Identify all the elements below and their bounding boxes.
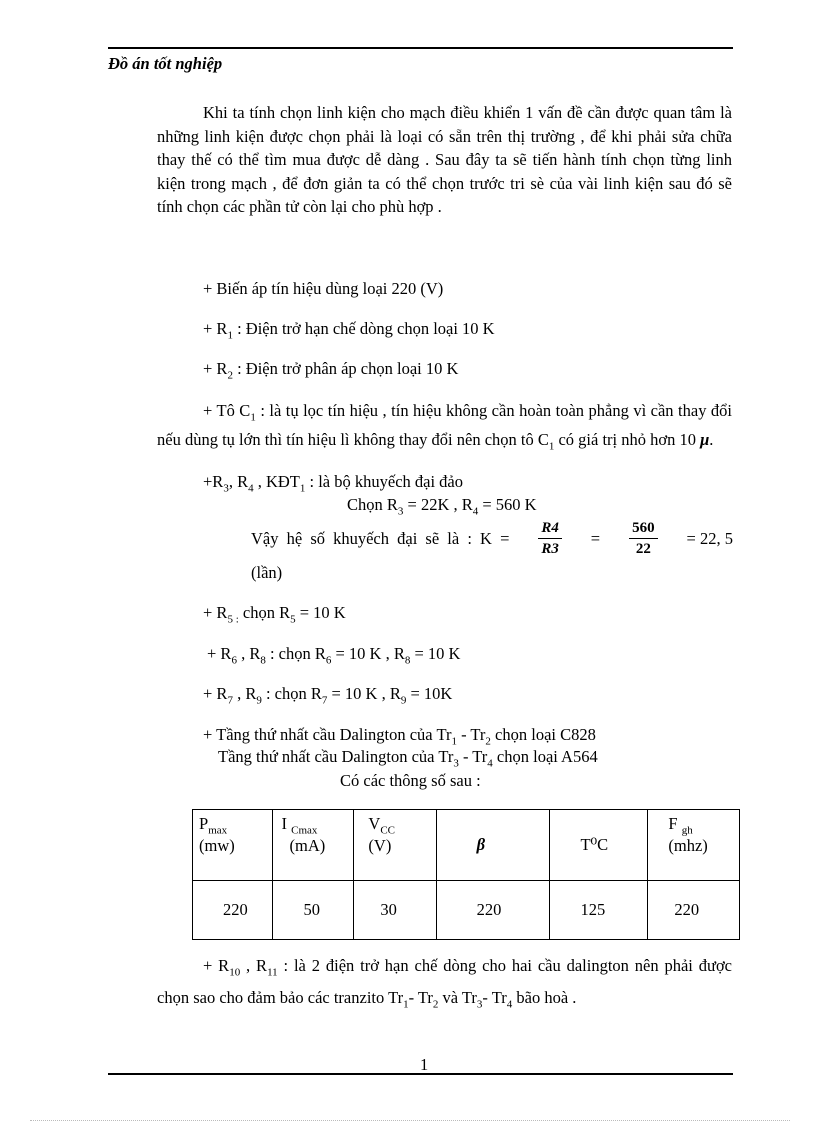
cell-beta: 220 xyxy=(436,881,550,940)
col-pmax: $P_{max}$ (mw) xyxy=(193,810,273,881)
gain-formula: Vậy hệ số khuyếch đại sẽ là : K = $\frac{R4}{R3}$ = $\frac{560}{22}$ = 22, 5 xyxy=(251,520,733,557)
cell-icmax: 50 xyxy=(273,881,354,940)
cell-vcc: 30 xyxy=(354,881,436,940)
footer-rule xyxy=(108,1073,733,1075)
cell-fgh: 220 xyxy=(648,881,740,940)
cell-pmax: 220 xyxy=(193,881,273,940)
col-vcc: $V_{CC}$ (V) xyxy=(354,810,436,881)
col-temp: T⁰C xyxy=(550,810,648,881)
transistor-spec-table xyxy=(192,809,740,940)
col-beta: β xyxy=(436,810,550,881)
item-thongso: Có các thông số sau : xyxy=(340,771,481,790)
item-r2: + $R_2$ : Điện trở phân áp chọn loại 10 K xyxy=(203,359,459,382)
table-row xyxy=(193,881,740,940)
closing-paragraph: + $R_{10}$ , $R_{11}$ : là 2 điện trở hạn chế dòng cho hai cầu dalington nên phải được chọn sao cho đảm bảo các tranzito $Tr_1-$ $Tr_2$ và $Tr_3-$ $Tr_4$ bão hoà . xyxy=(157,956,733,1011)
item-tang1: + Tầng thứ nhất cầu Dalington của $Tr_1 - Tr_2$ chọn loại C828 xyxy=(203,725,596,748)
gain-fraction-values: $\frac{560}{22}$ xyxy=(629,518,658,559)
col-fgh: F $_{gh}$ (mhz) xyxy=(648,810,740,881)
item-r1: + $R_1$ : Điện trở hạn chế dòng chọn loại 10 K xyxy=(203,319,495,342)
cell-temp: 125 xyxy=(550,881,648,940)
item-r6-r8: + $R_6$ , $R_8$ : chọn $R_6 = 10$ K , $R_8 = 10$ K xyxy=(207,644,461,667)
gain-unit: (lần) xyxy=(251,563,283,582)
intro-paragraph: Khi ta tính chọn linh kiện cho mạch điều khiển 1 vấn đề cần được quan tâm là những linh kiện được chọn phải là loại có sẵn trên thị trường , để khi phải sửa chữa thay thế có thể tìm mua được dễ dàng . Sau đây ta sẽ tiến hành tính chọn từng linh kiện trong mạch , để đơn giản ta có thể chọn trước tri sè của vài linh kiện sau đó sẽ tính chọn các phần tử còn lại cho phù hợp . xyxy=(157,103,732,216)
item-c1: + Tô $C_1$ : là tụ lọc tín hiệu , tín hiệu không cần hoàn toàn phẳng vì cần thay đổi nếu dùng tụ lớn thì tín hiệu lì không thay đổi nên chọn tô $C_1$ có giá trị nhỏ hơn 10 μ. xyxy=(157,401,733,453)
page-edge-divider xyxy=(30,1120,790,1121)
item-r7-r9: + $R_7$ , $R_9$ : chọn $R_7 = 10$ K , $R_9 = 10K$ xyxy=(203,684,453,707)
table-header-row xyxy=(193,810,740,881)
item-chon-r3-r4: Chọn $R_3 = 22K$ , $R_4 = 560$ K xyxy=(347,495,537,518)
page-number: 1 xyxy=(420,1055,429,1074)
item-r5: + $R_{5 :}$ chọn $R_5 = 10$ K xyxy=(203,603,346,626)
item-bien-ap: + Biến áp tín hiệu dùng loại 220 (V) xyxy=(203,279,444,298)
header-rule xyxy=(108,47,733,49)
item-r3-r4: $+R_3$, $R_4$ , $KĐT_1$ : là bộ khuyếch đại đảo xyxy=(203,472,463,495)
gain-fraction-ratio: $\frac{R4}{R3}$ xyxy=(538,518,562,559)
header-title: Đồ án tốt nghiệp xyxy=(108,54,223,73)
col-icmax: I $_{Cmax}$ (mA) xyxy=(273,810,354,881)
item-tang2: Tầng thứ nhất cầu Dalington của $Tr_3 - Tr_4$ chọn loại A564 xyxy=(218,747,598,770)
